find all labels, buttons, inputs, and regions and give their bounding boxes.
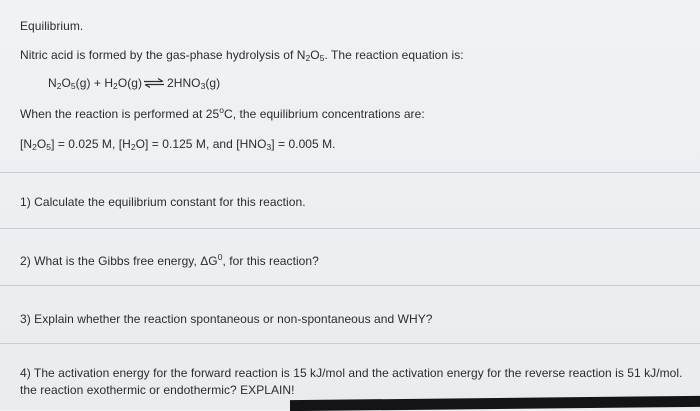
section-divider [0, 172, 700, 173]
question-3: 3) Explain whether the reaction spontaneous or non-spontaneous and WHY? [20, 312, 433, 326]
question-divider [0, 343, 700, 344]
question-2: 2) What is the Gibbs free energy, $\Delta G^0$, for this reaction? [20, 252, 319, 268]
conditions-text: When the reaction is performed at 25$^o$C, the equilibrium concentrations are: [20, 105, 425, 121]
concentrations-text: $[N_2O_5] = 0.025$ M, $[H_2O] = 0.125$ M, and $[HNO_3] = 0.005$ M. [20, 137, 336, 152]
question-1: 1) Calculate the equilibrium constant for this reaction. [20, 195, 306, 209]
reaction-equation: $N_2O_5(g) + H_2O(g)$ $2HNO_3(g)$ [48, 76, 221, 91]
question-4-line-1: 4) The activation energy for the forward reaction is 15 kJ/mol and the activation energy for the reverse reaction is 51 kJ/mol. [20, 366, 683, 380]
question-divider [0, 285, 700, 286]
intro-text: Nitric acid is formed by the gas-phase hydrolysis of $N_2O_5$. The reaction equation is: [20, 48, 464, 63]
question-divider [0, 228, 700, 229]
section-heading: Equilibrium. [20, 19, 84, 33]
equilibrium-arrow-icon [143, 77, 165, 91]
question-4-line-2: the reaction exothermic or endothermic? EXPLAIN! [20, 383, 295, 397]
